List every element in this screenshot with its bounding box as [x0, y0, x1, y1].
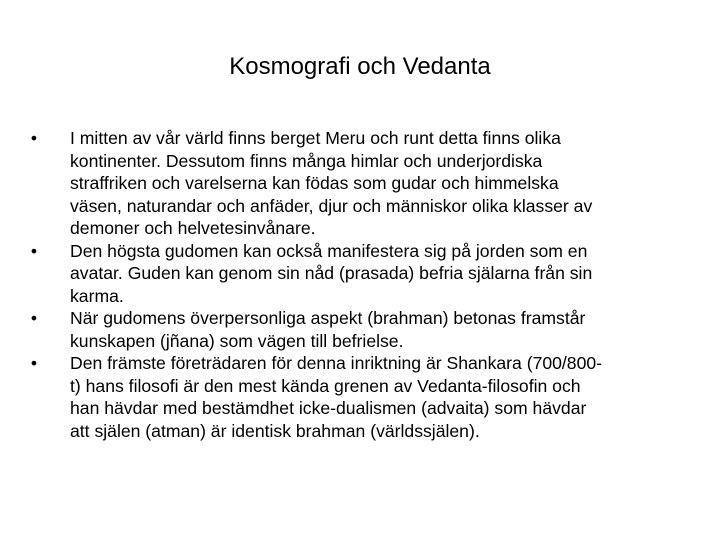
bullet-4-line-2: t) hans filosofi är den mest kända grenen av Vedanta-filosofin och: [70, 375, 581, 396]
bullet-marker: •: [30, 240, 38, 261]
bullet-3-line-1: När gudomens överpersonliga aspekt (brahman) betonas framstår: [70, 308, 586, 328]
bullet-item-1: [24, 127, 714, 240]
bullet-2-line-3: karma.: [70, 285, 124, 306]
bullet-marker: •: [30, 128, 38, 148]
bullet-4-line-4: att själen (atman) är identisk brahman (världssjälen).: [70, 420, 480, 441]
bullet-marker: •: [30, 308, 38, 328]
bullet-item-3: [24, 307, 714, 352]
slide-title: Kosmografi och Vedanta: [229, 53, 491, 80]
bullet-marker: •: [30, 353, 38, 373]
bullet-2-line-1: Den högsta gudomen kan också manifestera sig på jorden som en: [70, 240, 588, 261]
bullet-4-line-3: han hävdar med bestämdhet icke-dualismen (advaita) som hävdar: [70, 398, 587, 418]
bullet-item-4: [24, 352, 714, 442]
bullet-item-2: [24, 240, 714, 308]
bullet-1-line-4: väsen, naturandar och anfäder, djur och människor olika klasser av: [70, 195, 593, 216]
bullet-1-line-3: straffriken och varelserna kan födas som gudar och himmelska: [70, 173, 559, 193]
bullet-2-line-2: avatar. Guden kan genom sin nåd (prasada) befria själarna från sin: [70, 263, 593, 283]
bullet-1-line-2: kontinenter. Dessutom finns många himlar och underjordiska: [70, 150, 543, 171]
bullet-4-line-1: Den främste företrädaren för denna inriktning är Shankara (700/800-: [70, 353, 603, 373]
bullet-3-line-2: kunskapen (jñana) som vägen till befrielse.: [70, 330, 404, 351]
bullet-1-line-1: I mitten av vår värld finns berget Meru och runt detta finns olika: [70, 128, 561, 148]
bullet-1-line-5: demoner och helvetesinvånare.: [70, 218, 316, 238]
bullet-list: [24, 127, 714, 442]
